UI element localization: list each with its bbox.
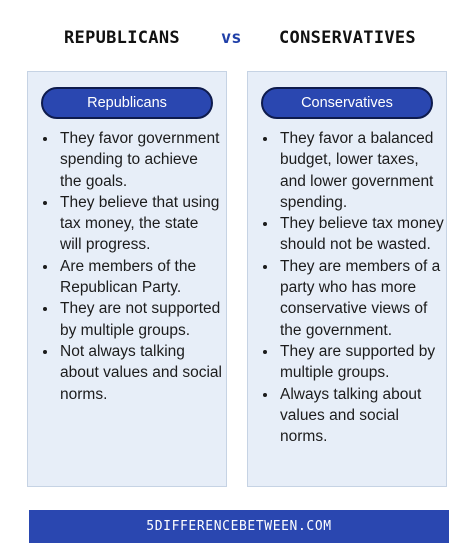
conservatives-heading: Conservatives <box>261 87 433 119</box>
vs-label: vs <box>221 28 242 48</box>
list-item: • They favor a balanced budget, lower taxes, and lower government spending. <box>278 128 444 213</box>
republicans-panel <box>27 71 227 487</box>
list-item: • They are not supported by multiple groups. <box>58 298 222 341</box>
list-item: • They believe that using tax money, the state will progress. <box>58 192 222 256</box>
list-item: • They are supported by multiple groups. <box>278 341 444 384</box>
republicans-points-list <box>28 128 228 405</box>
right-title: CONSERVATIVES <box>279 28 416 48</box>
list-item: • They favor government spending to achieve the goals. <box>58 128 222 192</box>
list-item: • Always talking about values and social norms. <box>278 384 444 448</box>
site-footer-banner: 5DIFFERENCEBETWEEN.COM <box>29 510 449 543</box>
list-item: • They are members of a party who has more conservative views of the government. <box>278 256 444 341</box>
list-item: • Are members of the Republican Party. <box>58 256 222 299</box>
conservatives-points-list <box>248 128 448 447</box>
list-item: • They believe tax money should not be wasted. <box>278 213 444 256</box>
left-title: REPUBLICANS <box>64 28 180 48</box>
conservatives-panel <box>247 71 447 487</box>
republicans-heading: Republicans <box>41 87 213 119</box>
list-item: • Not always talking about values and social norms. <box>58 341 222 405</box>
comparison-title <box>0 28 474 50</box>
